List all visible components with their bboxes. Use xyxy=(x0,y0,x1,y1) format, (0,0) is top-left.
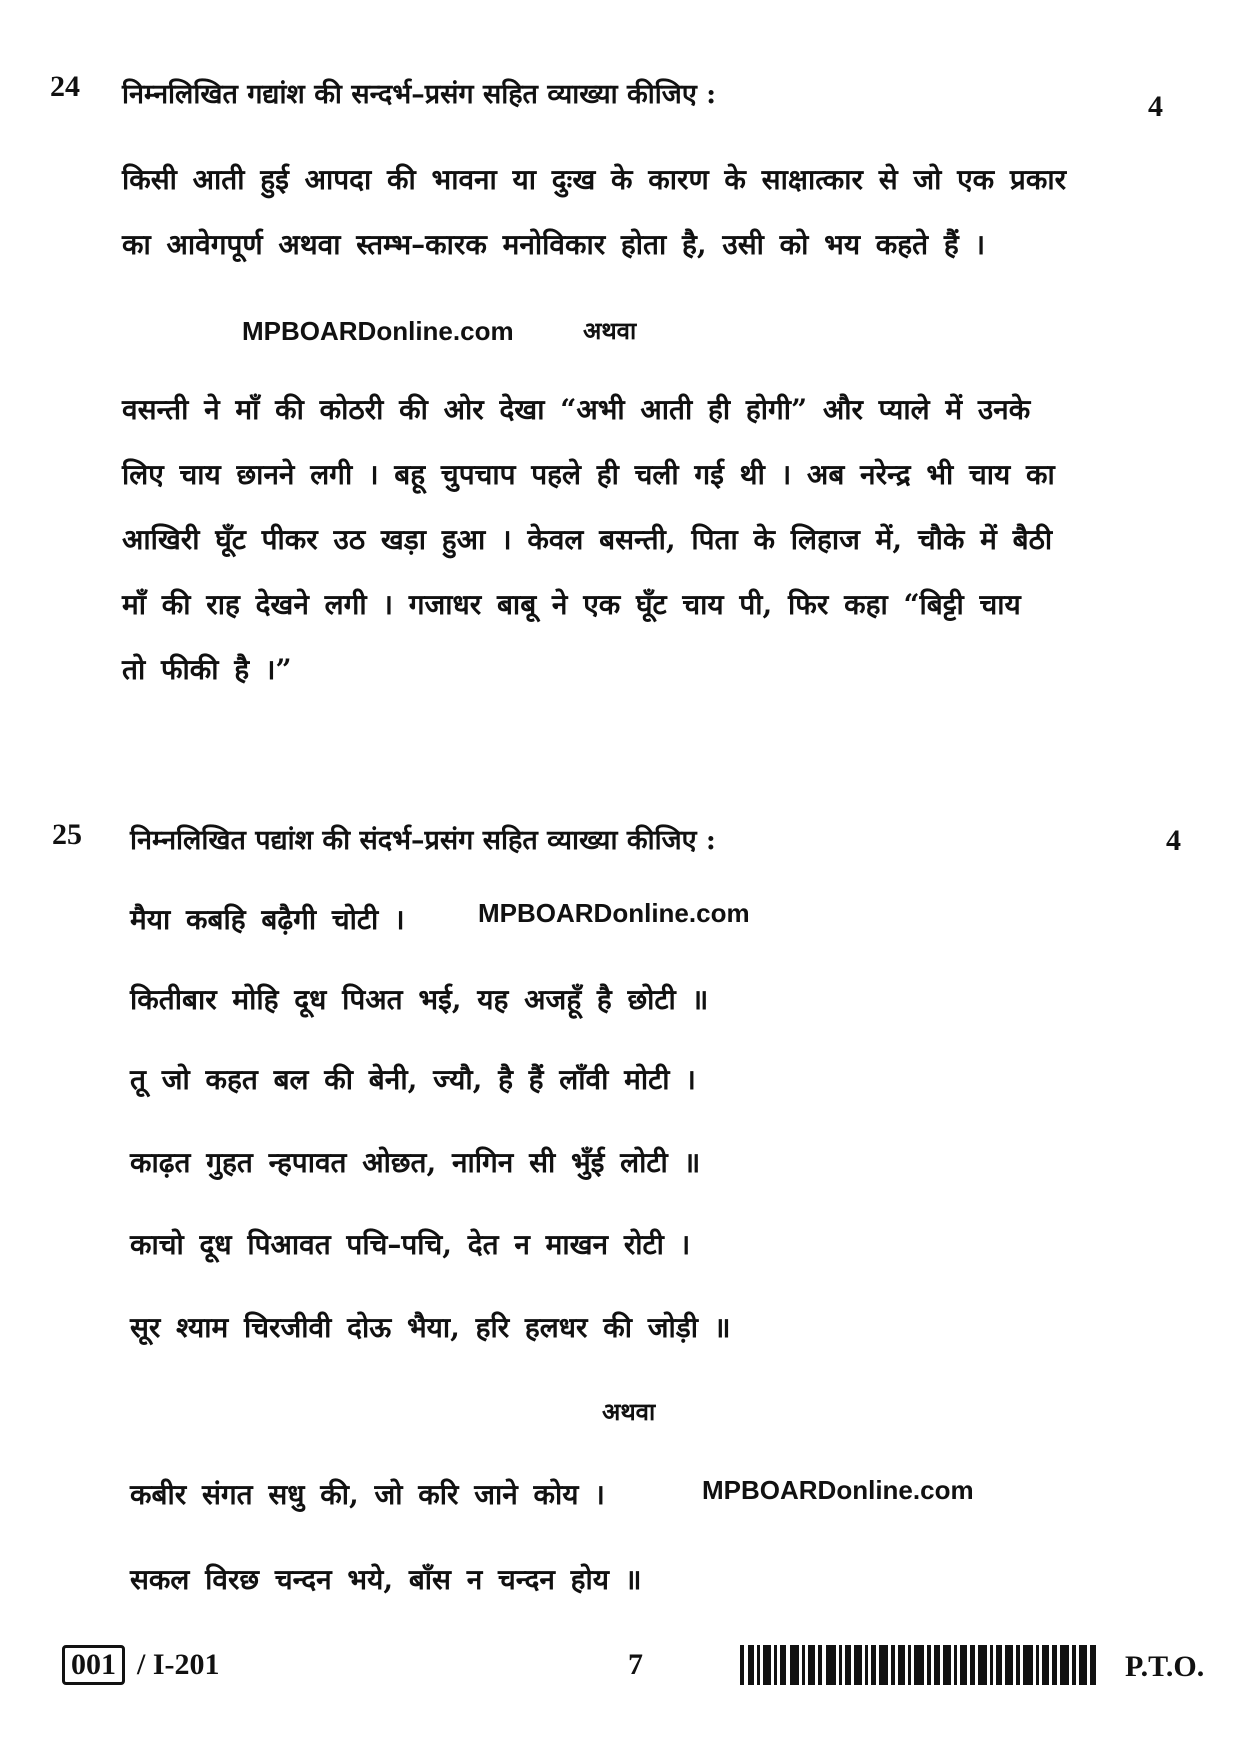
q24-passage-a-line: का आवेगपूर्ण अथवा स्तम्भ–कारक मनोविकार होता है, उसी को भय कहते हैं । xyxy=(122,228,986,261)
paper-code-box: 001 xyxy=(62,1645,125,1685)
q24-or-label: अथवा xyxy=(583,316,637,345)
paper-id: / I-201 xyxy=(137,1648,220,1681)
q24-number: 24 xyxy=(50,70,80,103)
q24-marks: 4 xyxy=(1148,90,1163,123)
q24-passage-b-line: माँ की राह देखने लगी । गजाधर बाबू ने एक घूँट चाय पी, फिर कहा “बिट्टी चाय xyxy=(122,588,1021,621)
barcode-icon xyxy=(740,1645,1100,1685)
watermark: MPBOARDonline.com xyxy=(242,316,514,346)
q24-passage-b-line: आखिरी घूँट पीकर उठ खड़ा हुआ । केवल बसन्ती, पिता के लिहाज में, चौके में बैठी xyxy=(122,523,1053,556)
q25-verse-a-line: कितीबार मोहि दूध पिअत भई, यह अजहूँ है छोटी ॥ xyxy=(130,983,709,1016)
q24-passage-b-line: वसन्ती ने माँ की कोठरी की ओर देखा “अभी आती ही होगी” और प्याले में उनके xyxy=(122,393,1031,426)
watermark: MPBOARDonline.com xyxy=(702,1475,974,1505)
paper-code xyxy=(62,1645,220,1685)
q25-verse-a-line: काचो दूध पिआवत पचि–पचि, देत न माखन रोटी । xyxy=(130,1228,691,1261)
q25-marks: 4 xyxy=(1166,824,1181,857)
q24-passage-a-line: किसी आती हुई आपदा की भावना या दुःख के कारण के साक्षात्कार से जो एक प्रकार xyxy=(122,163,1067,196)
q25-verse-b-line: सकल विरछ चन्दन भये, बाँस न चन्दन होय ॥ xyxy=(130,1563,642,1596)
q25-verse-a-line: तू जो कहत बल की बेनी, ज्यौ, है हैं लाँवी मोटी । xyxy=(130,1063,696,1096)
watermark: MPBOARDonline.com xyxy=(478,898,750,928)
page-number: 7 xyxy=(628,1648,643,1681)
q24-instruction: निम्नलिखित गद्यांश की सन्दर्भ–प्रसंग सहित व्याख्या कीजिए : xyxy=(122,79,717,110)
q25-instruction: निम्नलिखित पद्यांश की संदर्भ–प्रसंग सहित व्याख्या कीजिए : xyxy=(130,825,716,856)
pto-label: P.T.O. xyxy=(1125,1650,1205,1683)
q25-verse-a-line: मैया कबहि बढ़ैगी चोटी । xyxy=(130,903,405,936)
q24-passage-b-line: तो फीकी है ।” xyxy=(122,653,292,686)
q25-verse-a-line: सूर श्याम चिरजीवी दोऊ भैया, हरि हलधर की जोड़ी ॥ xyxy=(130,1311,731,1344)
q25-verse-b-line: कबीर संगत सधु की, जो करि जाने कोय । xyxy=(130,1478,605,1511)
q25-number: 25 xyxy=(52,818,82,851)
q24-passage-b-line: लिए चाय छानने लगी । बहू चुपचाप पहले ही चली गई थी । अब नरेन्द्र भी चाय का xyxy=(122,458,1055,491)
q25-or-label: अथवा xyxy=(602,1397,656,1426)
q25-verse-a-line: काढ़त गुहत न्हपावत ओछत, नागिन सी भुँई लोटी ॥ xyxy=(130,1146,701,1179)
